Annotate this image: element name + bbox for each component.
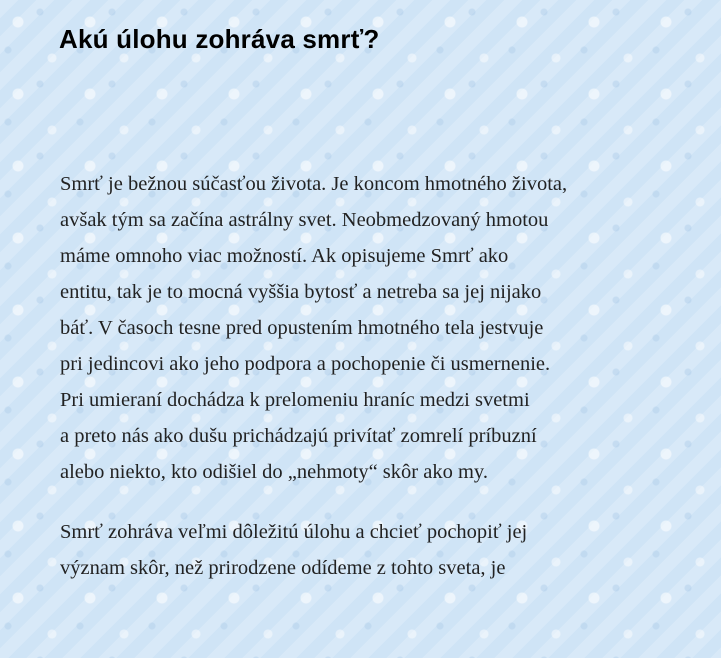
paragraph — [60, 514, 720, 586]
article-body — [60, 166, 720, 610]
text-line: máme omnoho viac možností. Ak opisujeme Smrť ako — [60, 245, 509, 267]
text-line: báť. V časoch tesne pred opustením hmotného tela jestvuje — [60, 317, 544, 339]
text-line: a preto nás ako dušu prichádzajú privítať zomrelí príbuzní — [60, 425, 537, 447]
paragraph — [60, 166, 720, 490]
text-line: pri jedincovi ako jeho podpora a pochopenie či usmernenie. — [60, 353, 551, 375]
text-line: avšak tým sa začína astrálny svet. Neobmedzovaný hmotou — [60, 209, 549, 231]
text-line: alebo niekto, kto odišiel do „nehmoty“ skôr ako my. — [60, 461, 488, 483]
text-line: Smrť zohráva veľmi dôležitú úlohu a chcieť pochopiť jej — [60, 521, 528, 543]
text-line: entitu, tak je to mocná vyššia bytosť a netreba sa jej nijako — [60, 281, 542, 303]
text-line: Smrť je bežnou súčasťou života. Je koncom hmotného života, — [60, 173, 568, 195]
text-line: Pri umieraní dochádza k prelomeniu hraníc medzi svetmi — [60, 389, 530, 411]
text-line: význam skôr, než prirodzene odídeme z tohto sveta, je — [60, 557, 506, 579]
page-title: Akú úlohu zohráva smrť? — [59, 24, 380, 54]
